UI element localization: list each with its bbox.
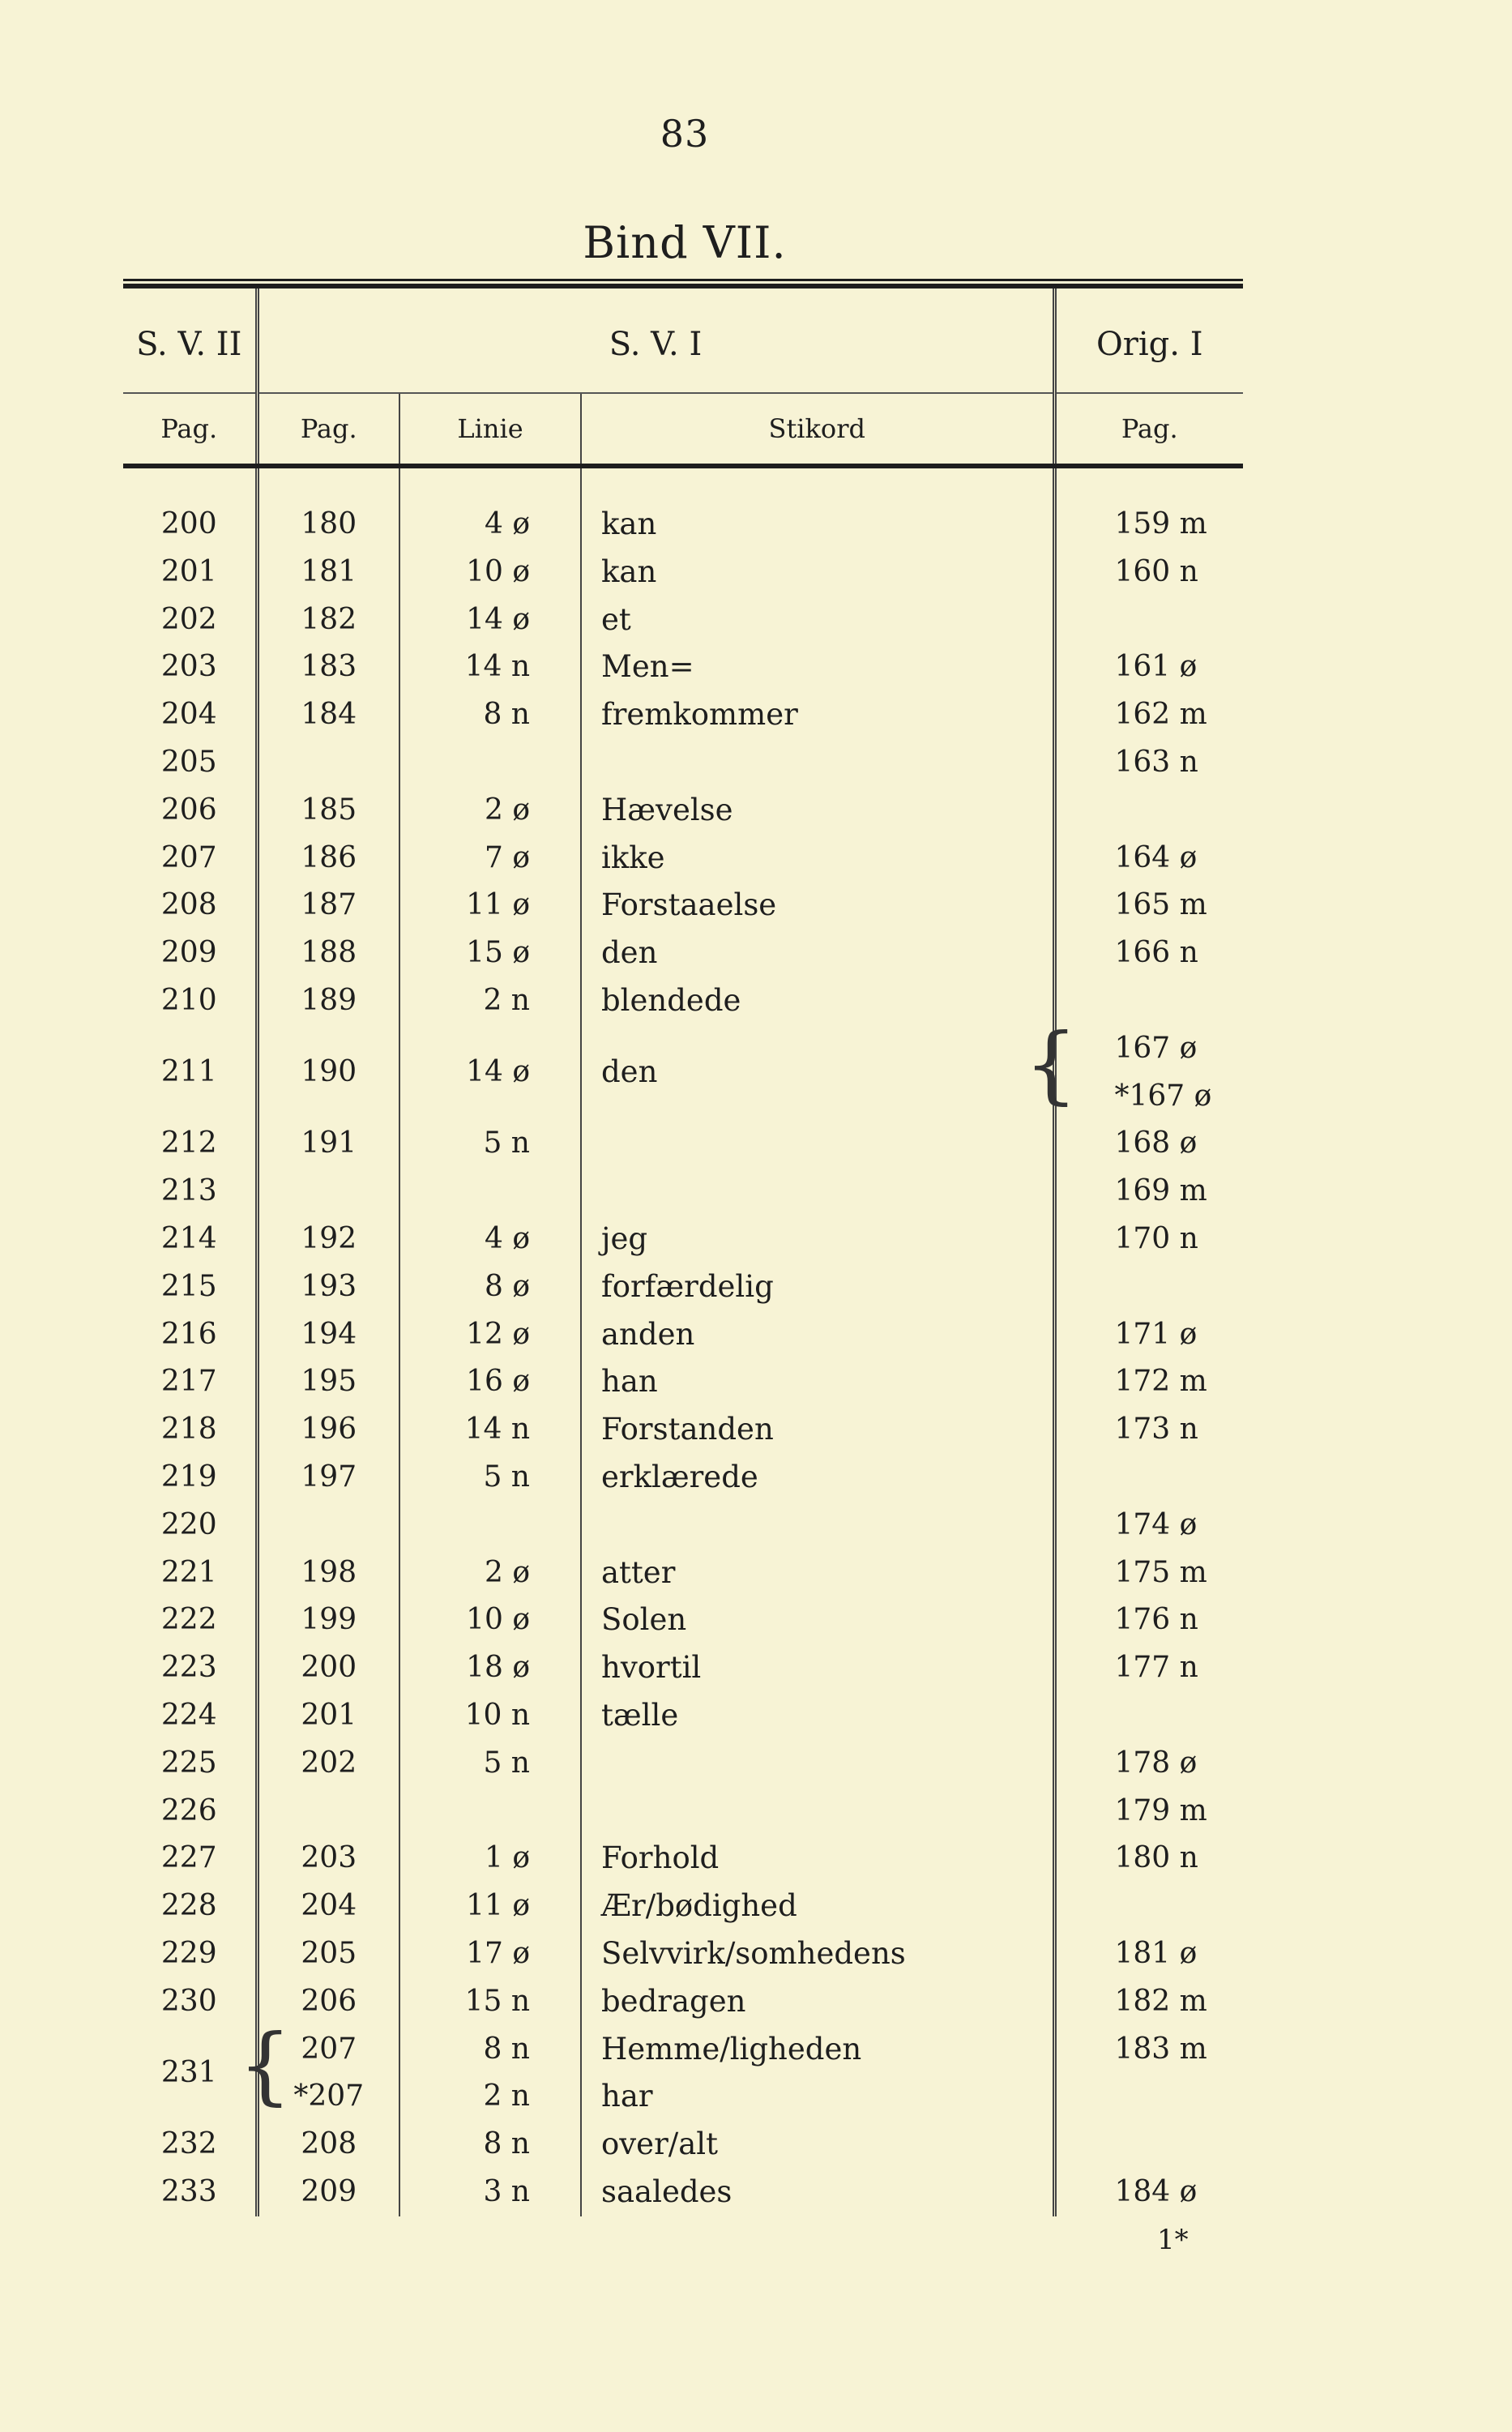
cell-sv1-pag xyxy=(257,1788,399,1836)
cell-linie: 7 ø xyxy=(399,835,581,883)
cell-orig-pag: 173 n xyxy=(1114,1413,1198,1447)
cell-orig-pag: 181 ø xyxy=(1114,1936,1198,1970)
table-row xyxy=(123,739,1243,787)
cell-sv1-pag: 208 xyxy=(257,2121,399,2169)
cell-sv1-pag: *207 xyxy=(257,2073,399,2121)
cell-orig-pag xyxy=(1054,1454,1243,1502)
cell-orig-pag: 160 n xyxy=(1114,554,1198,588)
cell-orig-pag: *167 ø xyxy=(1114,1079,1212,1113)
table-row xyxy=(123,1692,1243,1740)
cell-stikord: atter xyxy=(581,1549,1054,1597)
cell-sv1-pag: 186 xyxy=(257,835,399,883)
top-rule xyxy=(123,279,1243,281)
cell-sv2-pag: 224 xyxy=(123,1692,257,1740)
cell-stikord xyxy=(581,1120,1054,1168)
cell-sv2-pag: 212 xyxy=(123,1120,257,1168)
cell-orig-pag: 177 n xyxy=(1114,1651,1198,1685)
table-row xyxy=(123,882,1243,930)
table-row xyxy=(123,1930,1243,1978)
cell-orig-pag: 159 m xyxy=(1114,507,1207,541)
cell-sv1-pag: 199 xyxy=(257,1596,399,1644)
table-row xyxy=(123,1644,1243,1692)
cell-stikord: den xyxy=(581,1025,1054,1121)
cell-stikord: anden xyxy=(581,1311,1054,1359)
cell-orig-pag: 169 m xyxy=(1114,1174,1207,1208)
cell-sv1-pag: 190 xyxy=(257,1025,399,1121)
cell-sv2-pag: 223 xyxy=(123,1644,257,1692)
table-row xyxy=(123,596,1243,644)
table-row xyxy=(123,1502,1243,1549)
cell-orig-pag: 170 n xyxy=(1114,1221,1198,1255)
brace-orig-icon: { xyxy=(1024,1015,1078,1114)
table-row xyxy=(123,2121,1243,2169)
cell-orig-pag xyxy=(1054,787,1243,835)
cell-stikord: kan xyxy=(581,549,1054,596)
cell-sv2-pag: 213 xyxy=(123,1168,257,1216)
cell-linie: 8 ø xyxy=(399,1263,581,1311)
cell-sv1-pag: 193 xyxy=(257,1263,399,1311)
cell-sv1-pag: 203 xyxy=(257,1835,399,1883)
cell-sv2-pag: 226 xyxy=(123,1788,257,1836)
cell-sv1-pag: 182 xyxy=(257,596,399,644)
cell-stikord xyxy=(581,1788,1054,1836)
cell-linie: 10 ø xyxy=(399,1596,581,1644)
table-row xyxy=(123,1216,1243,1263)
cell-sv2-pag: 204 xyxy=(123,691,257,739)
table-row xyxy=(123,1549,1243,1597)
cell-orig-pag xyxy=(1054,1692,1243,1740)
cell-sv2-pag: 228 xyxy=(123,1883,257,1930)
cell-stikord: forfærdelig xyxy=(581,1263,1054,1311)
cell-stikord: ikke xyxy=(581,835,1054,883)
cell-linie: 5 n xyxy=(399,1454,581,1502)
cell-stikord: Solen xyxy=(581,1596,1054,1644)
cell-sv1-pag: 205 xyxy=(257,1930,399,1978)
cell-orig-pag: 164 ø xyxy=(1114,840,1198,874)
table-row xyxy=(123,643,1243,691)
table-row xyxy=(123,1311,1243,1359)
cell-sv1-pag xyxy=(257,739,399,787)
cell-orig-pag: 184 ø xyxy=(1114,2174,1198,2208)
cell-sv1-pag: 189 xyxy=(257,977,399,1025)
cell-sv2-pag: 200 xyxy=(123,466,257,549)
cell-linie xyxy=(399,1502,581,1549)
cell-orig-pag xyxy=(1054,1883,1243,1930)
cell-stikord: et xyxy=(581,596,1054,644)
cell-sv1-pag: 191 xyxy=(257,1120,399,1168)
cell-sv2-pag: 218 xyxy=(123,1406,257,1454)
cell-stikord: over/alt xyxy=(581,2121,1054,2169)
cell-orig-pag: 162 m xyxy=(1114,698,1207,732)
cell-sv2-pag: 205 xyxy=(123,739,257,787)
cell-sv1-pag: 204 xyxy=(257,1883,399,1930)
cell-linie: 18 ø xyxy=(399,1644,581,1692)
subheader-stikord: Stikord xyxy=(581,393,1054,466)
cell-linie: 8 n xyxy=(399,691,581,739)
table-row xyxy=(123,930,1243,977)
cell-stikord: erklærede xyxy=(581,1454,1054,1502)
cell-linie: 14 ø xyxy=(399,596,581,644)
cell-sv1-pag: 202 xyxy=(257,1740,399,1788)
cell-sv1-pag: 185 xyxy=(257,787,399,835)
cell-linie: 11 ø xyxy=(399,1883,581,1930)
cell-orig-pag xyxy=(1054,1263,1243,1311)
cell-orig-pag: 161 ø xyxy=(1114,650,1198,684)
cell-linie xyxy=(399,1168,581,1216)
cell-linie: 14 n xyxy=(399,1406,581,1454)
cell-orig-pag xyxy=(1054,596,1243,644)
cell-stikord: hvortil xyxy=(581,1644,1054,1692)
cell-linie: 10 ø xyxy=(399,549,581,596)
table-row xyxy=(123,1454,1243,1502)
cell-stikord: saaledes xyxy=(581,2169,1054,2216)
cell-stikord: han xyxy=(581,1358,1054,1406)
cell-orig-pag: 167 ø xyxy=(1114,1031,1198,1065)
cell-sv1-pag: 183 xyxy=(257,643,399,691)
cell-sv1-pag: 194 xyxy=(257,1311,399,1359)
cell-linie: 12 ø xyxy=(399,1311,581,1359)
cell-orig-pag: 178 ø xyxy=(1114,1746,1198,1780)
cell-orig-pag: 180 n xyxy=(1114,1841,1198,1875)
subheader-pag-sv1: Pag. xyxy=(257,393,399,466)
cell-linie: 8 n xyxy=(399,2121,581,2169)
cell-linie: 8 n xyxy=(399,2026,581,2074)
table-row xyxy=(123,466,1243,549)
cell-orig-pag: 176 n xyxy=(1114,1603,1198,1637)
cell-sv2-pag: 229 xyxy=(123,1930,257,1978)
cell-stikord: Forstaaelse xyxy=(581,882,1054,930)
cell-linie: 2 n xyxy=(399,2073,581,2121)
concordance-table xyxy=(123,284,1243,2216)
table-row xyxy=(123,2169,1243,2216)
cell-stikord: jeg xyxy=(581,1216,1054,1263)
table-row xyxy=(123,1596,1243,1644)
cell-sv1-pag: 198 xyxy=(257,1549,399,1597)
cell-orig-pag: 172 m xyxy=(1114,1365,1207,1399)
cell-sv2-pag: 214 xyxy=(123,1216,257,1263)
cell-sv2-pag: 211 xyxy=(123,1025,257,1121)
cell-stikord: den xyxy=(581,930,1054,977)
cell-sv2-pag: 225 xyxy=(123,1740,257,1788)
cell-sv1-pag: 181 xyxy=(257,549,399,596)
cell-sv2-pag: 201 xyxy=(123,549,257,596)
cell-stikord: Hemme/ligheden xyxy=(581,2026,1054,2074)
cell-linie: 14 n xyxy=(399,643,581,691)
cell-sv2-pag: 222 xyxy=(123,1596,257,1644)
cell-stikord: Ær/bødighed xyxy=(581,1883,1054,1930)
cell-orig-pag: 163 n xyxy=(1114,745,1198,779)
cell-sv2-pag: 221 xyxy=(123,1549,257,1597)
concordance-table-wrap xyxy=(123,284,1243,2216)
cell-orig-pag: 168 ø xyxy=(1114,1126,1198,1160)
cell-stikord xyxy=(581,1168,1054,1216)
cell-linie xyxy=(399,1788,581,1836)
cell-sv2-pag: 220 xyxy=(123,1502,257,1549)
table-row xyxy=(123,1740,1243,1788)
cell-sv1-pag: 187 xyxy=(257,882,399,930)
cell-sv2-pag: 217 xyxy=(123,1358,257,1406)
cell-sv2-pag: 210 xyxy=(123,977,257,1025)
cell-sv1-pag: 197 xyxy=(257,1454,399,1502)
cell-stikord xyxy=(581,739,1054,787)
cell-orig-pag: 179 m xyxy=(1114,1793,1207,1827)
cell-sv1-pag: 196 xyxy=(257,1406,399,1454)
cell-linie: 1 ø xyxy=(399,1835,581,1883)
cell-sv2-pag: 206 xyxy=(123,787,257,835)
cell-sv1-pag: 184 xyxy=(257,691,399,739)
cell-linie: 4 ø xyxy=(399,466,581,549)
table-body xyxy=(123,466,1243,2216)
cell-sv1-pag: 188 xyxy=(257,930,399,977)
cell-sv1-pag xyxy=(257,1168,399,1216)
cell-sv1-pag: 209 xyxy=(257,2169,399,2216)
cell-sv2-pag: 202 xyxy=(123,596,257,644)
subheader-pag-sv2: Pag. xyxy=(123,393,257,466)
cell-orig-pag: 166 n xyxy=(1114,936,1198,970)
table-row xyxy=(123,1358,1243,1406)
cell-orig-pag: 183 m xyxy=(1114,2032,1207,2066)
table-row xyxy=(123,1883,1243,1930)
cell-orig-pag: 171 ø xyxy=(1114,1317,1198,1351)
table-row xyxy=(123,1835,1243,1883)
cell-linie: 10 n xyxy=(399,1692,581,1740)
cell-stikord: bedragen xyxy=(581,1978,1054,2026)
signature-mark: 1* xyxy=(1157,2224,1189,2256)
table-row xyxy=(123,835,1243,883)
cell-sv1-pag: 192 xyxy=(257,1216,399,1263)
cell-sv2-pag: 230 xyxy=(123,1978,257,2026)
cell-orig-pag: 175 m xyxy=(1114,1555,1207,1589)
header-sv2: S. V. II xyxy=(123,286,257,393)
table-row xyxy=(123,1120,1243,1168)
cell-orig-pag xyxy=(1054,2121,1243,2169)
header-orig: Orig. I xyxy=(1054,286,1243,393)
cell-sv1-pag: 206 xyxy=(257,1978,399,2026)
table-row xyxy=(123,1788,1243,1836)
cell-stikord: har xyxy=(581,2073,1054,2121)
cell-linie: 11 ø xyxy=(399,882,581,930)
table-row xyxy=(123,787,1243,835)
cell-linie: 16 ø xyxy=(399,1358,581,1406)
cell-sv1-pag xyxy=(257,1502,399,1549)
cell-sv2-pag: 233 xyxy=(123,2169,257,2216)
cell-linie: 2 n xyxy=(399,977,581,1025)
cell-sv1-pag: 200 xyxy=(257,1644,399,1692)
table-row xyxy=(123,691,1243,739)
cell-stikord: Forhold xyxy=(581,1835,1054,1883)
cell-sv1-pag: 207 xyxy=(257,2026,399,2074)
cell-linie: 2 ø xyxy=(399,1549,581,1597)
volume-title: Bind VII. xyxy=(583,217,787,268)
cell-stikord: Selvvirk/somhedens xyxy=(581,1930,1054,1978)
cell-linie: 17 ø xyxy=(399,1930,581,1978)
cell-stikord xyxy=(581,1740,1054,1788)
cell-sv2-pag: 207 xyxy=(123,835,257,883)
table-row xyxy=(123,549,1243,596)
subheader-linie: Linie xyxy=(399,393,581,466)
cell-linie: 15 ø xyxy=(399,930,581,977)
cell-orig-pag: 174 ø xyxy=(1114,1507,1198,1541)
cell-linie: 14 ø xyxy=(399,1025,581,1121)
cell-orig-pag: 165 m xyxy=(1114,888,1207,922)
cell-linie xyxy=(399,739,581,787)
header-sv1: S. V. I xyxy=(257,286,1054,393)
cell-sv2-pag: 216 xyxy=(123,1311,257,1359)
cell-sv1-pag: 195 xyxy=(257,1358,399,1406)
cell-sv2-pag: 215 xyxy=(123,1263,257,1311)
cell-stikord: blendede xyxy=(581,977,1054,1025)
cell-sv2-pag: 219 xyxy=(123,1454,257,1502)
cell-linie: 3 n xyxy=(399,2169,581,2216)
cell-stikord xyxy=(581,1502,1054,1549)
cell-sv2-pag: 208 xyxy=(123,882,257,930)
cell-linie: 4 ø xyxy=(399,1216,581,1263)
cell-stikord: Hævelse xyxy=(581,787,1054,835)
cell-stikord: tælle xyxy=(581,1692,1054,1740)
cell-sv2-pag: 231 xyxy=(123,2026,257,2122)
table-row xyxy=(123,1406,1243,1454)
cell-sv2-pag: 232 xyxy=(123,2121,257,2169)
cell-stikord: Forstanden xyxy=(581,1406,1054,1454)
page-number: 83 xyxy=(660,112,710,156)
cell-orig-pag xyxy=(1054,977,1243,1025)
cell-linie: 2 ø xyxy=(399,787,581,835)
cell-linie: 5 n xyxy=(399,1740,581,1788)
cell-sv2-pag: 227 xyxy=(123,1835,257,1883)
table-row xyxy=(123,1168,1243,1216)
cell-sv2-pag: 203 xyxy=(123,643,257,691)
cell-sv1-pag: 201 xyxy=(257,1692,399,1740)
table-row xyxy=(123,1263,1243,1311)
cell-linie: 5 n xyxy=(399,1120,581,1168)
cell-stikord: fremkommer xyxy=(581,691,1054,739)
cell-stikord: kan xyxy=(581,466,1054,549)
cell-stikord: Men= xyxy=(581,643,1054,691)
cell-orig-pag: 182 m xyxy=(1114,1984,1207,2018)
cell-linie: 15 n xyxy=(399,1978,581,2026)
brace-sv2-icon: { xyxy=(238,2015,293,2115)
subheader-pag-orig: Pag. xyxy=(1054,393,1243,466)
cell-sv2-pag: 209 xyxy=(123,930,257,977)
cell-sv1-pag: 180 xyxy=(257,466,399,549)
